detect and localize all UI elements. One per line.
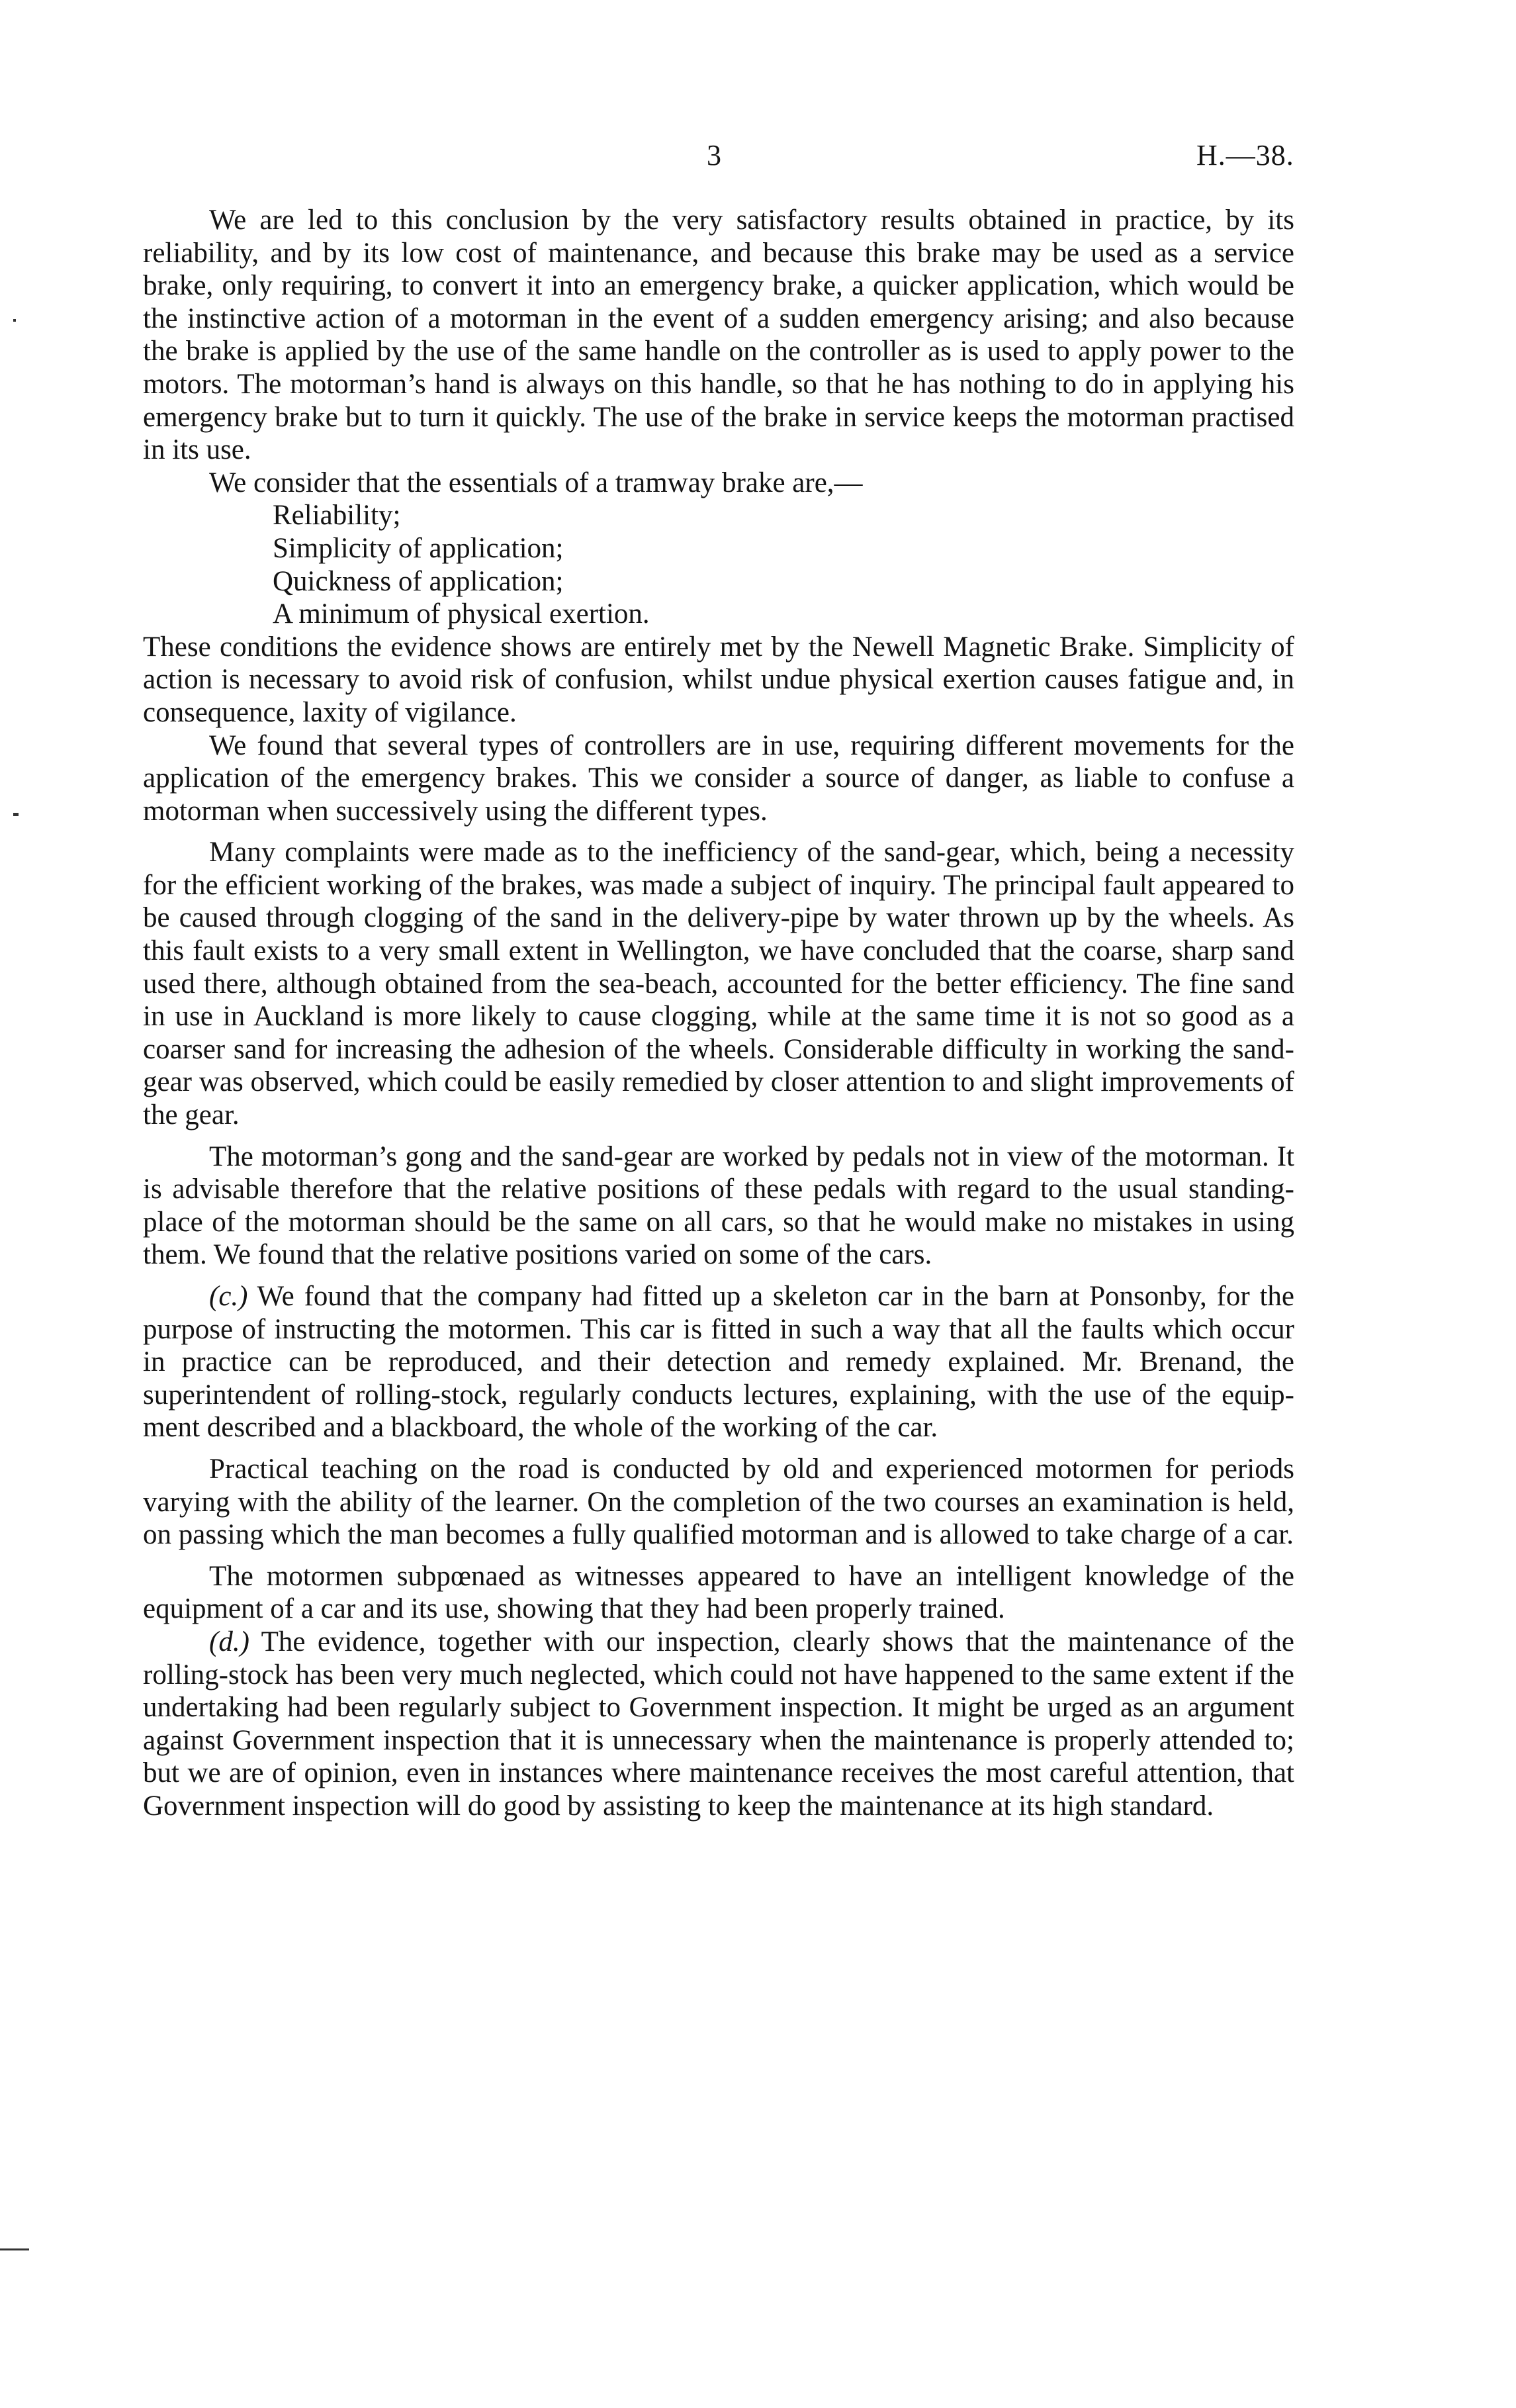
paragraph: These conditions the evidence shows are entirely met by the Newell Magnetic Brake. Simplicity of action is necessary to avoid risk of confusion, whilst undue physical exertion causes fatigue and, in consequence, laxity of vigilance.	[143, 631, 1294, 728]
paragraph: The motormen subpœnaed as witnesses appeared to have an intelligent knowledge of the equipment of a car and its use, showing that they had been properly trained.	[143, 1560, 1294, 1625]
list-item: A minimum of physical exertion.	[273, 598, 650, 630]
document-reference: H.—38.	[1196, 139, 1294, 171]
paragraph: We are led to this conclusion by the very satisfactory results obtained in practice, by its reliability, and by its low cost of maintenance, and because this brake may be used as a service brake, only requiring, to convert it into an emergency brake, a quicker application, which would be the instinctive action of a motorman in the event of a sudden emergency arising; and also because the brake is applied by the use of the same handle on the controller as is used to apply power to the motors. The motorman’s hand is always on this handle, so that he has nothing to do in applying his emergency brake but to turn it quickly. The use of the brake in service keeps the motorman practised in its use.	[143, 205, 1294, 466]
page-header	[0, 136, 1516, 175]
list-item: Quickness of application;	[273, 565, 564, 597]
section-text: We found that the company had fitted up a skeleton car in the barn at Ponsonby, for the purpose of instructing the motormen. This car is fitted in such a way that all the faults which occur in practice can be reproduced, and their detection and remedy explained. Mr. Brenand, the superintendent of rolling-stock, regularly conducts lectures, explaining, with the use of the equipment described and a blackboard, the whole of the working of the car.	[143, 1281, 1294, 1444]
page-number: 3	[707, 139, 721, 171]
margin-mark	[0, 2248, 29, 2250]
list-item: Simplicity of application;	[273, 532, 564, 564]
paragraph: Many complaints were made as to the inefficiency of the sand-gear, which, being a necessity for the efficient working of the brakes, was made a subject of inquiry. The principal fault appeared to be caused through clogging of the sand in the delivery-pipe by water thrown up by the wheels. As this fault exists to a very small extent in Wellington, we have concluded that the coarse, sharp sand used there, although obtained from the sea-beach, accounted for the better efficiency. The fine sand in use in Auckland is more likely to cause clogging, while at the same time it is not so good as a coarser sand for increasing the adhesion of the wheels. Considerable difficulty in working the sand-gear was observed, which could be easily remedied by closer attention to and slight improvements of the gear.	[143, 837, 1294, 1131]
section-label: (c.)	[209, 1281, 248, 1312]
section-text: The evidence, together with our inspection, clearly shows that the maintenance of the rolling-stock has been very much neglected, which could not have happened to the same extent if the undertaking had been regularly subject to Government inspection. It might be urged as an argument against Government inspection that it is unnecessary when the maintenance is properly attended to; but we are of opinion, even in instances where maintenance receives the most careful attention, that Government inspection will do good by assisting to keep the maintenance at its high standard.	[143, 1626, 1294, 1822]
paragraph: The motorman’s gong and the sand-gear are worked by pedals not in view of the motorman. It is advisable therefore that the relative positions of these pedals with regard to the usual standing-place of the motorman should be the same on all cars, so that he would make no mistakes in using them. We found that the relative positions varied on some of the cars.	[143, 1140, 1294, 1271]
essentials-list	[143, 499, 1294, 630]
section-c-paragraph	[143, 1280, 1294, 1444]
margin-mark	[13, 813, 19, 816]
margin-mark	[13, 319, 16, 322]
section-d-paragraph	[143, 1626, 1294, 1823]
section-label: (d.)	[209, 1626, 249, 1657]
document-body	[143, 204, 1294, 1823]
paragraph: Practical teaching on the road is conducted by old and experienced motormen for periods varying with the ability of the learner. On the completion of the two courses an examination is held, on passing which the man becomes a fully qualified motorman and is allowed to take charge of a car.	[143, 1453, 1294, 1551]
paragraph: We consider that the essentials of a tramway brake are,—	[209, 467, 863, 498]
paragraph: We found that several types of controllers are in use, requiring different movements for the application of the emergency brakes. This we consider a source of danger, as liable to confuse a motorman when successively using the different types.	[143, 729, 1294, 827]
list-item: Reliability;	[273, 500, 401, 532]
